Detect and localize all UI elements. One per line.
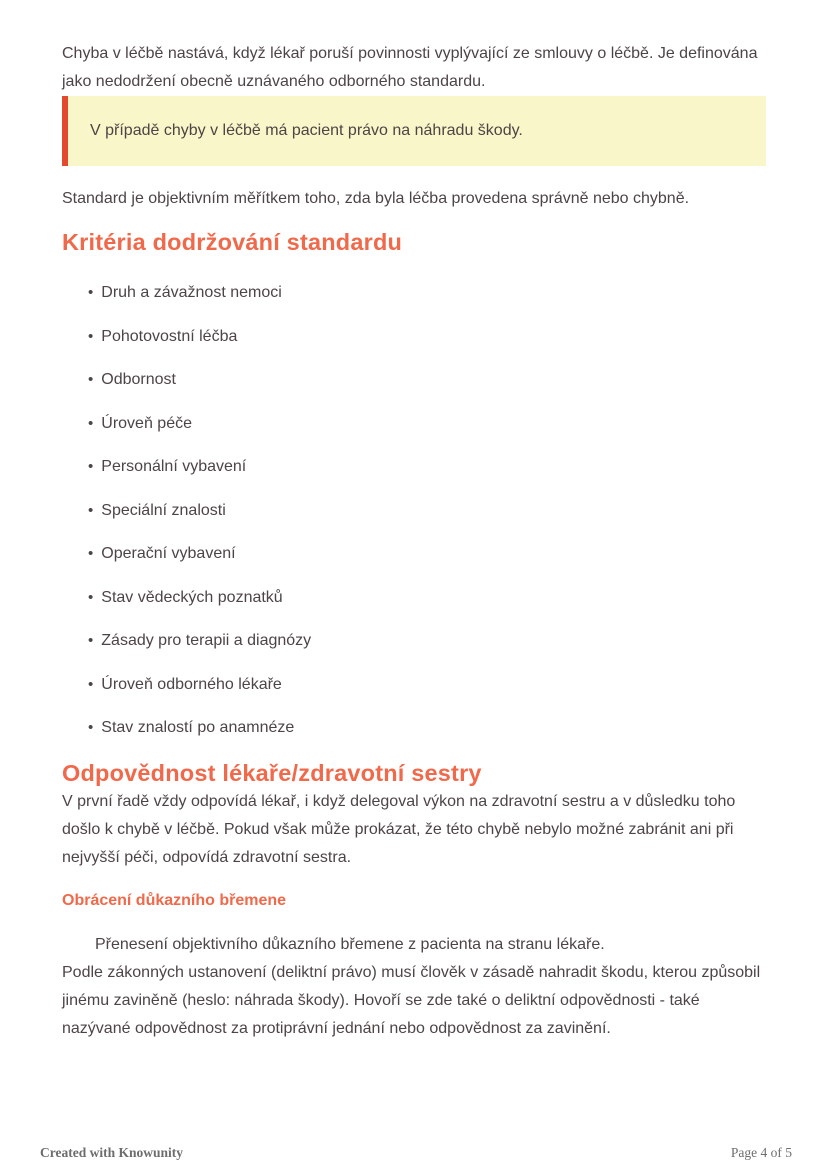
list-item: • Personální vybavení (88, 453, 766, 481)
closing-paragraph: Podle zákonných ustanovení (deliktní právo) musí člověk v zásadě nahradit škodu, kterou způsobil jinému zaviněně (heslo: náhrada škody). Hovoří se zde také o deliktní odpovědnosti - také nazývané odpovědnost za protiprávní jednání nebo odpovědnost za zavinění. (62, 963, 761, 1037)
page-footer (40, 1145, 792, 1161)
list-item: • Úroveň odborného lékaře (88, 671, 766, 699)
list-item: • Pohotovostní léčba (88, 323, 766, 351)
standard-paragraph: Standard je objektivním měřítkem toho, zda byla léčba provedena správně nebo chybně. (62, 190, 690, 207)
list-item: • Druh a závažnost nemoci (88, 279, 766, 307)
criteria-list (62, 279, 766, 742)
intro-paragraph: Chyba v léčbě nastává, když lékař poruší povinnosti vyplývající ze smlouvy o léčbě. Je definována jako nedodržení obecně uznávaného odborného standardu. (62, 45, 758, 90)
list-item: • Speciální znalosti (88, 497, 766, 525)
callout-text: V případě chyby v léčbě má pacient právo na náhradu škody. (90, 122, 523, 139)
list-item: • Odbornost (88, 366, 766, 394)
footer-branding: Created with Knowunity (40, 1145, 184, 1160)
page-number: Page 4 of 5 (730, 1145, 792, 1160)
list-item: • Stav znalostí po anamnéze (88, 714, 766, 742)
list-item: • Úroveň péče (88, 410, 766, 438)
responsibility-paragraph: V první řadě vždy odpovídá lékař, i když delegoval výkon na zdravotní sestru a v důsledku toho došlo k chybě v léčbě. Pokud však může prokázat, že této chybě nebylo možné zabránit ani při nejvyšší péči, odpovídá zdravotní sestra. (62, 792, 736, 866)
section-heading-criteria: Kritéria dodržování standardu (62, 229, 403, 255)
list-item: • Operační vybavení (88, 540, 766, 568)
list-item: • Zásady pro terapii a diagnózy (88, 627, 766, 655)
list-item: • Stav vědeckých poznatků (88, 584, 766, 612)
section-heading-responsibility: Odpovědnost lékaře/zdravotní sestry (62, 759, 482, 786)
callout-box (62, 96, 766, 166)
indented-note: Přenesení objektivního důkazního břemene z pacienta na stranu lékaře. (95, 935, 605, 953)
subheading-burden-of-proof: Obrácení důkazního břemene (62, 891, 287, 909)
